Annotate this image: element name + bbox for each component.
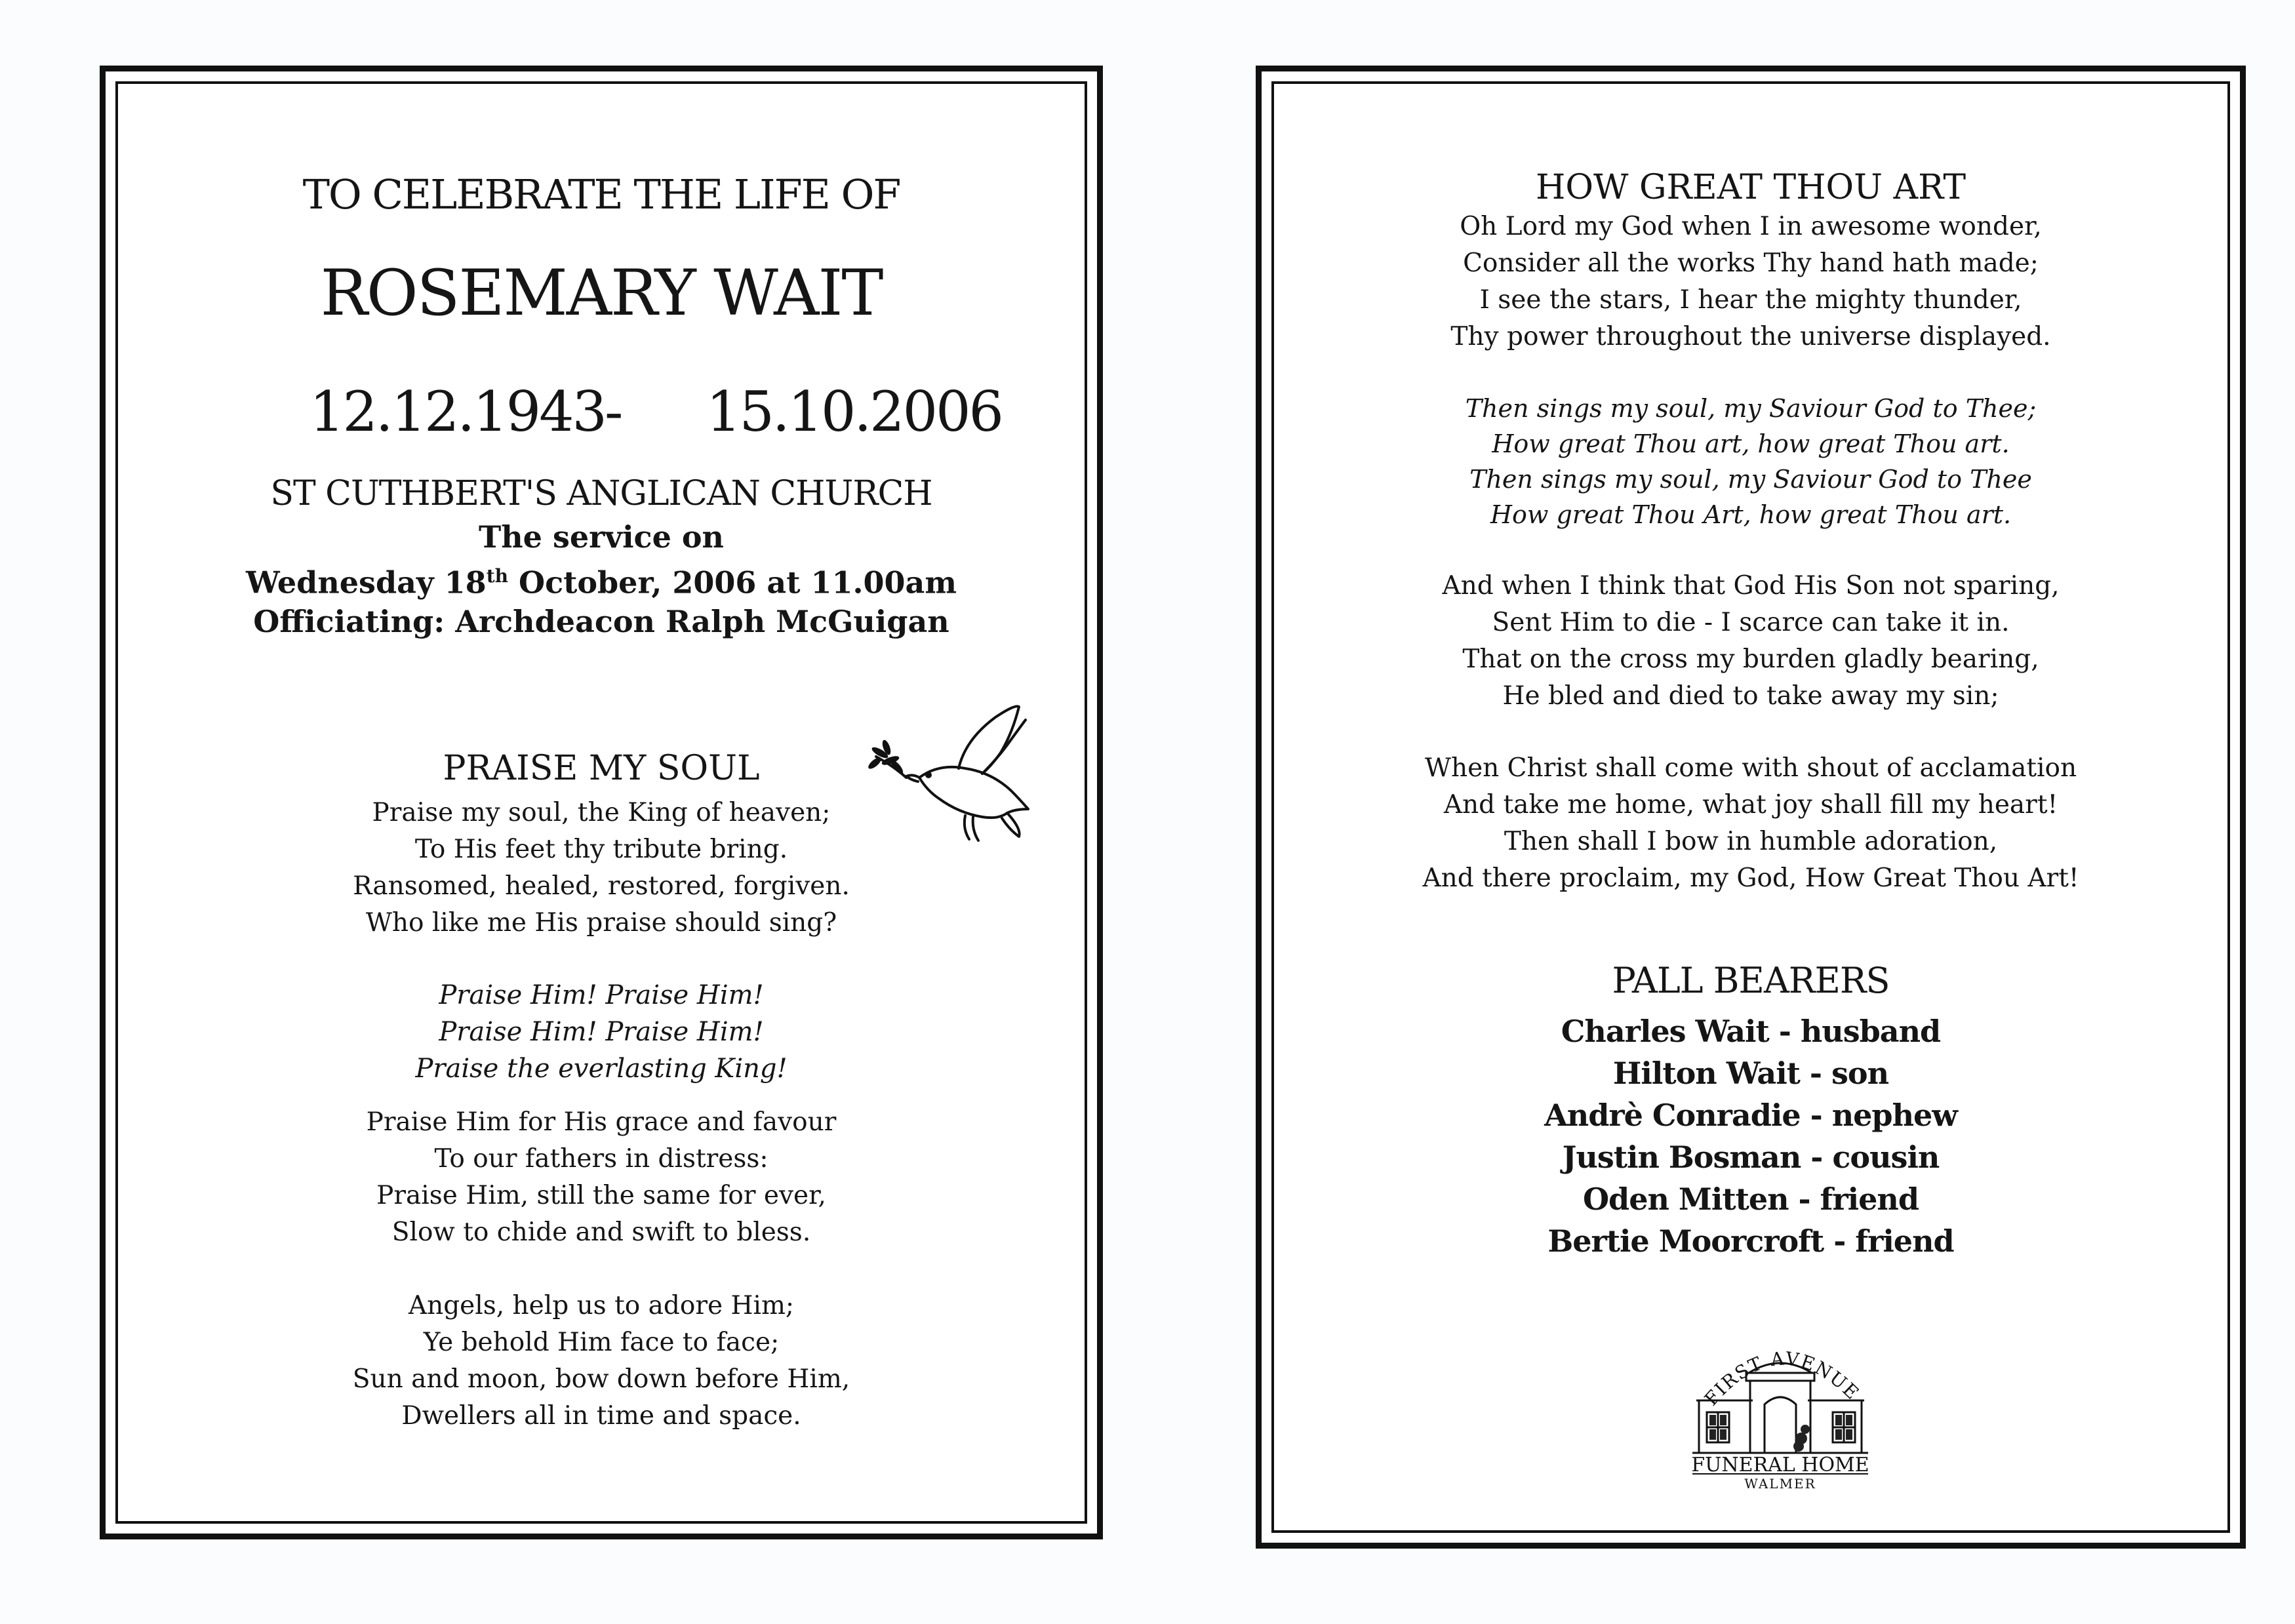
chorus-line: Praise Him! Praise Him! <box>439 980 764 1011</box>
verse-line: To our fathers in distress: <box>434 1144 768 1174</box>
left-page-inner-border <box>115 81 1087 1524</box>
verse-line: Oh Lord my God when I in awesome wonder, <box>1460 212 2042 241</box>
chorus-line: Praise the everlasting King! <box>415 1054 788 1084</box>
officiating-line: Officiating: Archdeacon Ralph McGuigan <box>253 604 949 640</box>
verse-line: Ye behold Him face to face; <box>423 1328 780 1358</box>
pall-bearer: Charles Wait - husband <box>1561 1014 1941 1049</box>
verse-line: He bled and died to take away my sin; <box>1502 681 1999 711</box>
death-date: 15.10.2006 <box>706 380 1002 444</box>
verse-line: Sent Him to die - I scarce can take it in. <box>1492 608 2010 637</box>
pall-bearer: Hilton Wait - son <box>1612 1056 1889 1091</box>
hymn-chorus <box>1274 391 2227 532</box>
pall-bearers-title: PALL BEARERS <box>1612 960 1890 1001</box>
service-on-label: The service on <box>479 519 724 555</box>
chorus-line: Praise Him! Praise Him! <box>439 1017 764 1048</box>
chorus-line: Then sings my soul, my Saviour God to Thee; <box>1465 394 2037 423</box>
service-date-post: October, 2006 at 11.00am <box>508 564 957 601</box>
logo-name: FUNERAL HOME <box>1691 1454 1869 1476</box>
hymn-title-praise-my-soul: PRAISE MY SOUL <box>443 749 760 789</box>
verse-line: To His feet thy tribute bring. <box>414 835 788 865</box>
verse-line: Angels, help us to adore Him; <box>408 1291 795 1321</box>
service-date-line <box>118 557 1085 602</box>
date-separator: - <box>605 380 622 444</box>
hymn-title-how-great-thou-art: HOW GREAT THOU ART <box>1535 168 1966 207</box>
pall-bearer: Oden Mitten - friend <box>1582 1181 1919 1217</box>
hymn-chorus <box>118 977 1085 1087</box>
hymn-verse-3 <box>118 1288 1085 1435</box>
verse-line: Who like me His praise should sing? <box>365 908 837 938</box>
right-page-inner-border <box>1271 81 2230 1533</box>
right-page <box>1256 66 2246 1549</box>
verse-line: And when I think that God His Son not sparing, <box>1442 571 2060 601</box>
verse-line: Slow to chide and swift to bless. <box>391 1218 811 1248</box>
celebrate-heading: TO CELEBRATE THE LIFE OF <box>302 170 900 218</box>
service-date-pre: Wednesday 18 <box>246 564 487 601</box>
hymn-verse-3 <box>1274 750 2227 897</box>
life-dates <box>118 380 1085 445</box>
chorus-line: Then sings my soul, my Saviour God to Thee <box>1469 465 2032 494</box>
hymn-verse-1 <box>1274 208 2227 355</box>
deceased-name: ROSEMARY WAIT <box>320 256 883 330</box>
verse-line: Sun and moon, bow down before Him, <box>352 1364 850 1395</box>
verse-line: Praise my soul, the King of heaven; <box>372 798 831 828</box>
verse-line: When Christ shall come with shout of acclamation <box>1424 753 2077 783</box>
verse-line: Consider all the works Thy hand hath made; <box>1463 248 2039 278</box>
verse-line: Praise Him, still the same for ever, <box>376 1181 826 1211</box>
pall-bearer: Bertie Moorcroft - friend <box>1547 1223 1954 1259</box>
logo-location: WALMER <box>1744 1476 1816 1492</box>
birth-date: 12.12.1943 <box>309 380 605 444</box>
verse-line: And take me home, what joy shall fill my heart! <box>1443 790 2058 820</box>
verse-line: That on the cross my burden gladly bearing, <box>1462 644 2039 674</box>
dove-with-olive-branch-icon <box>867 700 1050 851</box>
hymn-verse-2 <box>1274 568 2227 715</box>
verse-line: Thy power throughout the universe displayed. <box>1450 322 2051 351</box>
hymn-verse-2 <box>118 1104 1085 1251</box>
pall-bearer: Justin Bosman - cousin <box>1562 1139 1940 1175</box>
verse-line: I see the stars, I hear the mighty thunder, <box>1479 285 2022 315</box>
left-page <box>100 66 1103 1539</box>
service-date-ordinal: th <box>486 565 508 587</box>
funeral-home-building-logo <box>1683 1317 1877 1494</box>
verse-line: Ransomed, healed, restored, forgiven. <box>353 871 850 901</box>
verse-line: Then shall I bow in humble adoration, <box>1504 827 1998 856</box>
chorus-line: How great Thou art, how great Thou art. <box>1492 429 2010 458</box>
service-details <box>118 517 1085 641</box>
pall-bearer: Andrè Conradie - nephew <box>1544 1098 1957 1133</box>
chorus-line: How great Thou Art, how great Thou art. <box>1490 500 2012 529</box>
verse-line: And there proclaim, my God, How Great Thou Art! <box>1422 863 2079 893</box>
verse-line: Dwellers all in time and space. <box>401 1401 801 1431</box>
pall-bearers-list <box>1274 1010 2227 1262</box>
verse-line: Praise Him for His grace and favour <box>366 1107 837 1138</box>
logo-arc-text: FIRST AVENUE <box>1700 1347 1864 1410</box>
church-name: ST CUTHBERT'S ANGLICAN CHURCH <box>270 474 932 513</box>
